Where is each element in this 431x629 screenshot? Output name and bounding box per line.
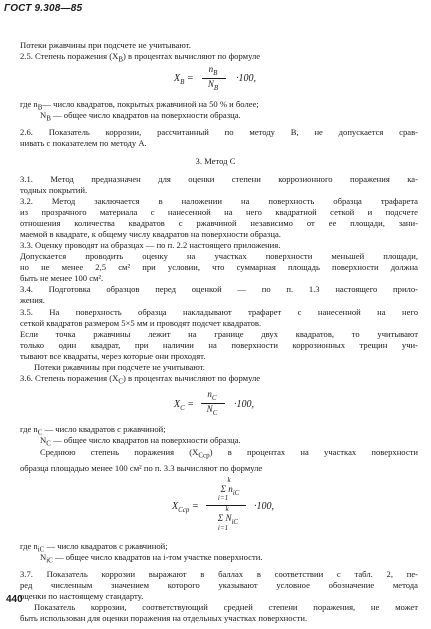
text-line: где $n_C$ — число квадратов с ржавчиной; — [20, 424, 166, 437]
formula-3-tail: ·100, — [254, 501, 274, 512]
formula-1-numerator: $n_B$ — [208, 64, 218, 77]
text-line: маемой в квадрате, к общему числу квадратов на поверхности образца. — [20, 229, 281, 239]
text-line: нивать с показателем по методу А. — [20, 138, 147, 148]
text-line: $N_{iC}$ — общее число квадратов на i-том участке поверхности. — [40, 552, 263, 565]
text-line: сеткой квадратов размером 5×5 мм и проводят подсчет квадратов. — [20, 318, 262, 328]
text-line: тывают все квадраты, через которые они проходят. — [20, 351, 206, 361]
formula-1-tail: ·100, — [236, 73, 256, 84]
text-line: Показатель коррозии, соответствующий средней степени поражения, не может — [34, 602, 418, 612]
text-line: из прозрачного материала с нанесенной на него квадратной сеткой и подсчете — [20, 207, 418, 217]
text-line: $N_C$ — общее число квадратов на поверхности образца. — [40, 435, 241, 448]
formula-2-denominator: $N_C$ — [206, 404, 218, 417]
text-line: 2.5. Степень поражения $(X_B)$ в процентах вычисляют по формуле — [20, 51, 261, 64]
section-heading: 3. Метод С — [195, 156, 236, 166]
page-number: 440 — [6, 594, 23, 605]
formula-1-denominator: $N_B$ — [207, 79, 219, 92]
document-header: ГОСТ 9.308—85 — [4, 3, 83, 14]
text-line: Допускается проводить оценку на участках поверхности меньшей площади, — [20, 251, 418, 261]
text-line: 3.2. Метод заключается в наложении на поверхность образца трафарета — [20, 196, 418, 206]
text-line: Если точка ржавчины лежит на границе двух квадратов, то учитывают — [20, 329, 418, 339]
text-line: 3.6. Степень поражения $(X_C)$ в процентах вычисляют по формуле — [20, 373, 261, 386]
formula-2-numerator: $n_C$ — [207, 389, 217, 402]
text-line: 3.3. Оценку проводят на образцах — по п. 2.2 настоящего приложения. — [20, 240, 281, 250]
text-line: Среднюю степень поражения $(X_{Cср})$ в процентах на участках поверхности — [40, 447, 418, 460]
text-line: 3.1. Метод предназначен для оценки степени коррозионного поражения ка- — [20, 174, 418, 184]
formula-3-upper-limit: k — [227, 476, 231, 484]
text-line: быть использован для оценки поражения на отдельных участках поверхности. — [20, 613, 308, 623]
text-line: 3.5. На поверхность образца накладывают трафарет с нанесенной на него — [20, 307, 418, 317]
text-line: оценки по настоящему стандарту. — [20, 591, 144, 601]
text-line: образца площадью менее 100 см² по п. 3.3 вычисляют по формуле — [20, 463, 263, 473]
formula-3-numerator: Σ $n_{iC}$ — [220, 484, 240, 497]
text-line: только один квадрат, при наличии на поверхности коррозионных трещин учи- — [20, 340, 418, 350]
formula-3-lower-limit: i=1 — [217, 494, 229, 502]
text-line: тодных покрытий. — [20, 185, 88, 195]
formula-2-lhs: $X_C$ = — [174, 399, 195, 412]
formula-2-tail: ·100, — [234, 399, 254, 410]
text-line: Потеки ржавчины при подсчете не учитывают. — [20, 40, 191, 50]
text-line: жения. — [20, 295, 45, 305]
text-line: быть не менее 100 см². — [20, 273, 104, 283]
text-line: 3.4. Подготовка образцов перед оценкой — по п. 1.3 настоящего прило- — [20, 284, 418, 294]
text-line: но не менее 2,5 см² при условии, что суммарная площадь поверхности должна — [20, 262, 418, 272]
text-line: где $n_{iC}$ — число квадратов с ржавчиной; — [20, 541, 168, 554]
text-line: 3.7. Показатель коррозии выражают в баллах в соответствии с табл. 2, пе- — [20, 569, 418, 579]
text-line: отношения количества квадратов с ржавчиной независимо от ее площади, зани- — [20, 218, 418, 228]
text-line: ред численным значением которого указывают условное обозначение метода — [20, 580, 418, 590]
text-line: $N_B$ — общее число квадратов на поверхности образца. — [40, 110, 241, 123]
formula-3-lhs: $X_{Cср}$ = — [172, 501, 199, 514]
formula-3-lower-limit: i=1 — [217, 524, 229, 532]
text-line: Потеки ржавчины при подсчете не учитывают. — [34, 362, 205, 372]
formula-3-upper-limit: k — [225, 505, 229, 513]
text-line: 2.6. Показатель коррозии, рассчитанный по методу В, не допускается срав- — [20, 127, 418, 137]
text-line: где $n_B—$ число квадратов, покрытых ржавчиной на 50 % и более; — [20, 99, 259, 112]
formula-3-denominator: Σ $N_{iC}$ — [217, 513, 239, 526]
formula-1-lhs: $X_B$ = — [174, 73, 194, 86]
